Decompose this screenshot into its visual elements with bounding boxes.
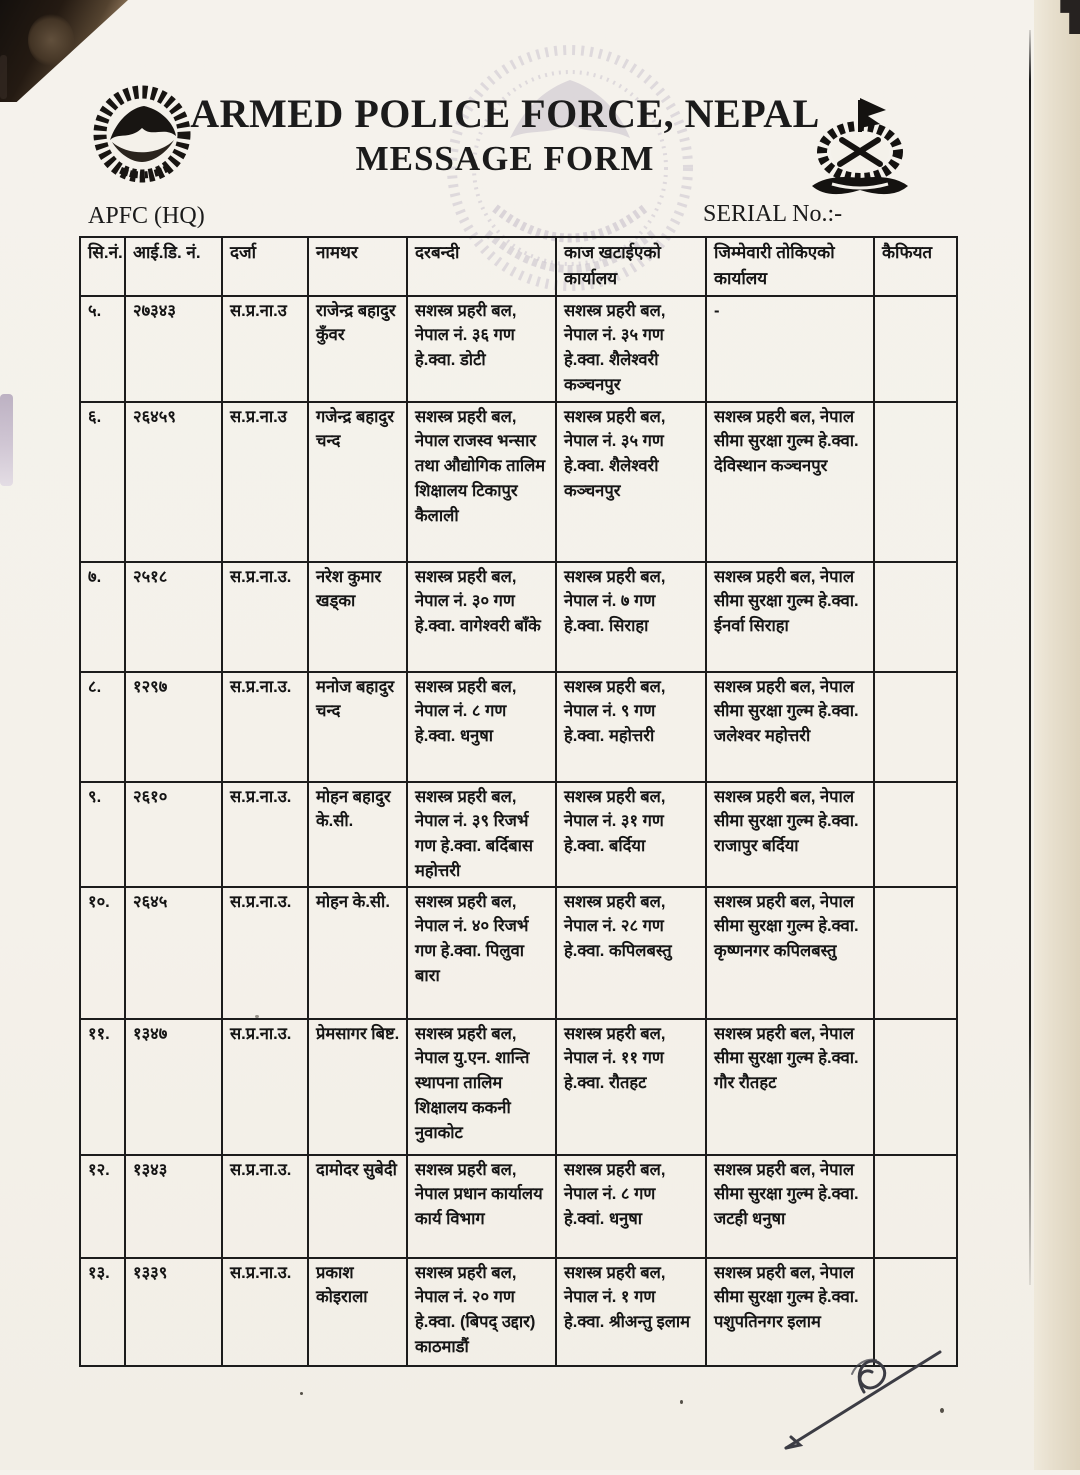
table-row [80, 887, 957, 1019]
message-form-table [79, 236, 958, 1367]
cell-duty_office: सशस्त्र प्रहरी बल, नेपाल नं. ३१ गण हे.क्वा. बर्दिया [556, 782, 706, 887]
cell-remarks [874, 1019, 957, 1155]
cell-duty_office: सशस्त्र प्रहरी बल, नेपाल नं. २८ गण हे.क्वा. कपिलबस्तु [556, 887, 706, 1019]
cell-id: २५१८ [125, 562, 222, 672]
cell-sn: ११. [80, 1019, 125, 1155]
scan-speck [680, 1400, 683, 1404]
col-header-assigned-office: जिम्मेवारी तोकिएको कार्यालय [706, 237, 874, 296]
cell-sn: ५. [80, 296, 125, 402]
document-title [160, 90, 850, 179]
cell-duty_office: सशस्त्र प्रहरी बल, नेपाल नं. ३५ गण हे.क्वा. शैलेश्वरी कञ्चनपुर [556, 296, 706, 402]
cell-remarks [874, 296, 957, 402]
cell-name: मोहन के.सी. [308, 887, 407, 1019]
cell-rank: स.प्र.ना.उ [222, 296, 308, 402]
cell-rank: स.प्र.ना.उ. [222, 672, 308, 782]
cell-posting: सशस्त्र प्रहरी बल, नेपाल नं. ३६ गण हे.क्वा. डोटी [407, 296, 556, 402]
cell-posting: सशस्त्र प्रहरी बल, नेपाल नं. २० गण हे.क्वा. (बिपद् उद्दार) काठमाडौं [407, 1258, 556, 1366]
cell-assigned_office: सशस्त्र प्रहरी बल, नेपाल सीमा सुरक्षा गुल्म हे.क्वा. गौर रौतहट [706, 1019, 874, 1155]
cell-name: दामोदर सुबेदी [308, 1155, 407, 1258]
cell-sn: १३. [80, 1258, 125, 1366]
cell-assigned_office: सशस्त्र प्रहरी बल, नेपाल सीमा सुरक्षा गुल्म हे.क्वा. राजापुर बर्दिया [706, 782, 874, 887]
cell-rank: स.प्र.ना.उ [222, 402, 308, 562]
cell-posting: सशस्त्र प्रहरी बल, नेपाल राजस्व भन्सार तथा औद्योगिक तालिम शिक्षालय टिकापुर कैलाली [407, 402, 556, 562]
cell-posting: सशस्त्र प्रहरी बल, नेपाल नं. ३९ रिजर्भ गण हे.क्वा. बर्दिबास महोत्तरी [407, 782, 556, 887]
cell-posting: सशस्त्र प्रहरी बल, नेपाल नं. ८ गण हे.क्वा. धनुषा [407, 672, 556, 782]
cell-id: २६१० [125, 782, 222, 887]
cell-id: १३४७ [125, 1019, 222, 1155]
scan-speck [300, 1392, 303, 1395]
cell-sn: १२. [80, 1155, 125, 1258]
cell-rank: स.प्र.ना.उ. [222, 1258, 308, 1366]
cell-remarks [874, 782, 957, 887]
table-row [80, 1019, 957, 1155]
serial-no-label: SERIAL No.:- [703, 201, 843, 227]
cell-name: गजेन्द्र बहादुर चन्द [308, 402, 407, 562]
cell-posting: सशस्त्र प्रहरी बल, नेपाल प्रधान कार्यालय कार्य विभाग [407, 1155, 556, 1258]
cell-sn: ९. [80, 782, 125, 887]
cell-remarks [874, 562, 957, 672]
col-header-remarks: कैफियत [874, 237, 957, 296]
cell-rank: स.प्र.ना.उ. [222, 782, 308, 887]
cell-assigned_office: सशस्त्र प्रहरी बल, नेपाल सीमा सुरक्षा गुल्म हे.क्वा. जलेश्वर महोत्तरी [706, 672, 874, 782]
cell-assigned_office: सशस्त्र प्रहरी बल, नेपाल सीमा सुरक्षा गुल्म हे.क्वा. देविस्थान कञ्चनपुर [706, 402, 874, 562]
col-header-posting: दरबन्दी [407, 237, 556, 296]
table-row [80, 782, 957, 887]
cell-rank: स.प्र.ना.उ. [222, 1019, 308, 1155]
title-line-1: ARMED POLICE FORCE, NEPAL [190, 91, 820, 136]
cell-duty_office: सशस्त्र प्रहरी बल, नेपाल नं. १ गण हे.क्वा. श्रीअन्तु इलाम [556, 1258, 706, 1366]
table-row [80, 562, 957, 672]
col-header-rank: दर्जा [222, 237, 308, 296]
cell-id: २६४५९ [125, 402, 222, 562]
scan-artifact-left-mark [0, 55, 7, 99]
cell-name: नरेश कुमार खड्का [308, 562, 407, 672]
table-body [80, 296, 957, 1366]
cell-posting: सशस्त्र प्रहरी बल, नेपाल नं. ३० गण हे.क्वा. वागेश्वरी बाँके [407, 562, 556, 672]
cell-duty_office: सशस्त्र प्रहरी बल, नेपाल नं. ११ गण हे.क्वा. रौतहट [556, 1019, 706, 1155]
cell-assigned_office: - [706, 296, 874, 402]
cell-name: मनोज बहादुर चन्द [308, 672, 407, 782]
table-row [80, 1155, 957, 1258]
cell-posting: सशस्त्र प्रहरी बल, नेपाल नं. ४० रिजर्भ गण हे.क्वा. पिलुवा बारा [407, 887, 556, 1019]
cell-id: २७३४३ [125, 296, 222, 402]
col-header-duty-office: काज खटाईएको कार्यालय [556, 237, 706, 296]
scanned-page-edge-line [1029, 30, 1031, 1285]
cell-sn: ८. [80, 672, 125, 782]
cell-id: १३४३ [125, 1155, 222, 1258]
cell-name: मोहन बहादुर के.सी. [308, 782, 407, 887]
cell-rank: स.प्र.ना.उ. [222, 887, 308, 1019]
cell-duty_office: सशस्त्र प्रहरी बल, नेपाल नं. ३५ गण हे.क्वा. शैलेश्वरी कञ्चनपुर [556, 402, 706, 562]
table-row [80, 402, 957, 562]
cell-id: १३३९ [125, 1258, 222, 1366]
cell-id: १२९७ [125, 672, 222, 782]
cell-name: प्रकाश कोइराला [308, 1258, 407, 1366]
cell-name: प्रेमसागर बिष्ट. [308, 1019, 407, 1155]
cell-rank: स.प्र.ना.उ. [222, 1155, 308, 1258]
cell-duty_office: सशस्त्र प्रहरी बल, नेपाल नं. ७ गण हे.क्वा. सिराहा [556, 562, 706, 672]
scanned-page-edge-strip [1034, 0, 1080, 1470]
table-row [80, 672, 957, 782]
cell-assigned_office: सशस्त्र प्रहरी बल, नेपाल सीमा सुरक्षा गुल्म हे.क्वा. जटही धनुषा [706, 1155, 874, 1258]
handwritten-signature-icon [768, 1330, 978, 1470]
cell-sn: ६. [80, 402, 125, 562]
cell-remarks [874, 672, 957, 782]
col-header-id: आई.डि. नं. [125, 237, 222, 296]
cell-posting: सशस्त्र प्रहरी बल, नेपाल यु.एन. शान्ति स्थापना तालिम शिक्षालय ककनी नुवाकोट [407, 1019, 556, 1155]
apf-crossed-khukuri-badge-icon [798, 90, 922, 210]
col-header-serial: सि.नं. [80, 237, 125, 296]
scan-artifact-left-streak [0, 394, 13, 486]
cell-sn: ७. [80, 562, 125, 672]
cell-assigned_office: सशस्त्र प्रहरी बल, नेपाल सीमा सुरक्षा गुल्म हे.क्वा. पशुपतिनगर इलाम [706, 1258, 874, 1366]
cell-name: राजेन्द्र बहादुर कुँवर [308, 296, 407, 402]
cell-remarks [874, 1155, 957, 1258]
apfc-hq-label: APFC (HQ) [88, 203, 205, 229]
cell-id: २६४५ [125, 887, 222, 1019]
table-header-row [80, 237, 957, 296]
cell-assigned_office: सशस्त्र प्रहरी बल, नेपाल सीमा सुरक्षा गुल्म हे.क्वा. कृष्णनगर कपिलबस्तु [706, 887, 874, 1019]
cell-remarks [874, 402, 957, 562]
cell-rank: स.प्र.ना.उ. [222, 562, 308, 672]
table-row [80, 296, 957, 402]
cell-remarks [874, 887, 957, 1019]
cell-sn: १०. [80, 887, 125, 1019]
title-line-2: MESSAGE FORM [355, 139, 655, 178]
cell-duty_office: सशस्त्र प्रहरी बल, नेपाल नं. ९ गण हे.क्वा. महोत्तरी [556, 672, 706, 782]
col-header-name: नामथर [308, 237, 407, 296]
cell-duty_office: सशस्त्र प्रहरी बल, नेपाल नं. ८ गण हे.क्वां. धनुषा [556, 1155, 706, 1258]
cell-assigned_office: सशस्त्र प्रहरी बल, नेपाल सीमा सुरक्षा गुल्म हे.क्वा. ईनर्वा सिराहा [706, 562, 874, 672]
